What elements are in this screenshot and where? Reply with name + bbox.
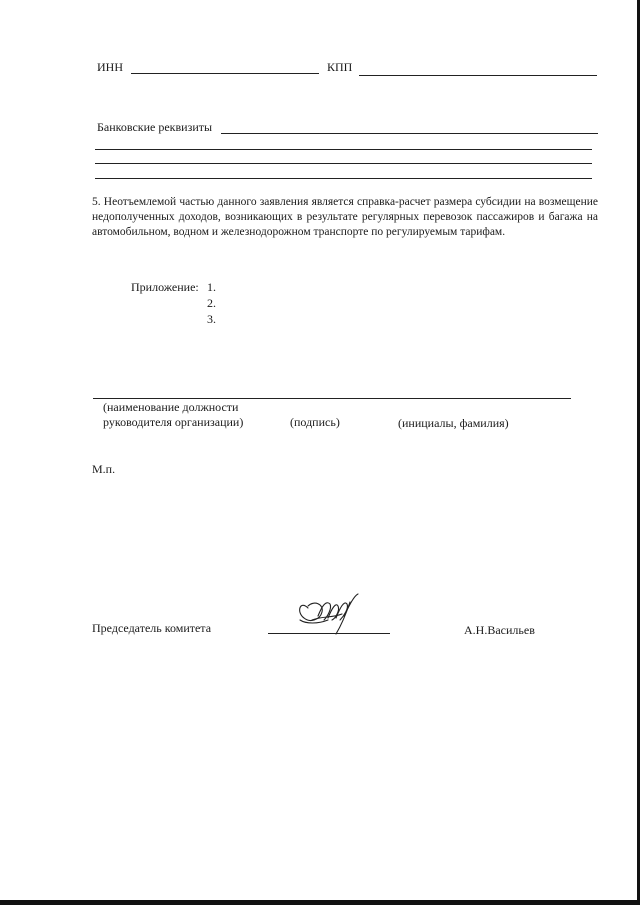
kpp-field-line	[359, 75, 597, 76]
caption-position-line-1: (наименование должности	[103, 400, 239, 414]
signature-block-line	[93, 398, 571, 399]
caption-position-line-2: руководителя организации)	[103, 415, 244, 429]
inn-field-line	[131, 73, 319, 74]
bank-details-label: Банковские реквизиты	[97, 120, 213, 134]
bank-details-line-1	[221, 133, 598, 134]
chairman-label: Председатель комитета	[92, 621, 212, 635]
caption-signature: (подпись)	[290, 415, 340, 429]
kpp-label: КПП	[327, 60, 353, 74]
paragraph-5: 5. Неотъемлемой частью данного заявления является справка-расчет размера субсидии на возмещение недополученных доходов, возникающих в результате регулярных перевозок пассажиров и багажа на автомобильном, водном и железнодорожном транспорте по регулируемым тарифам.	[92, 196, 598, 238]
chairman-name: А.Н.Васильев	[464, 623, 535, 637]
bank-details-line-3	[95, 163, 592, 164]
attachment-item-1: 1.	[207, 280, 216, 294]
attachment-item-2: 2.	[207, 296, 216, 310]
handwritten-signature	[292, 590, 362, 638]
bank-details-line-2	[95, 149, 592, 150]
stamp-place-label: М.п.	[92, 462, 116, 476]
bank-details-line-4	[95, 178, 592, 179]
attachment-label: Приложение:	[131, 280, 199, 294]
attachment-item-3: 3.	[207, 312, 216, 326]
caption-name: (инициалы, фамилия)	[398, 416, 509, 430]
scan-edge-bottom	[0, 900, 640, 905]
inn-label: ИНН	[97, 60, 123, 74]
